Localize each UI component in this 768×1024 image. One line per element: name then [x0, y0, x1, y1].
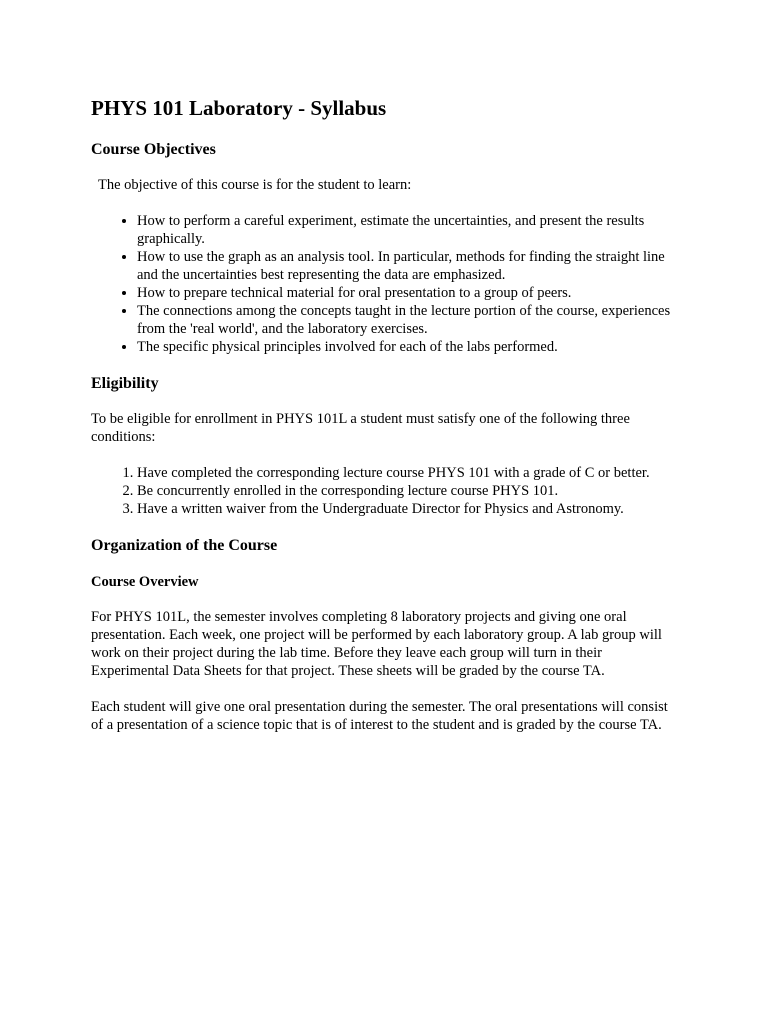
overview-heading: Course Overview	[91, 574, 199, 590]
eligibility-list	[91, 464, 681, 518]
list-item: • How to use the graph as an analysis tool. In particular, methods for finding the straight line and the uncertainties best representing the data are emphasized.	[137, 248, 681, 284]
list-item: • The specific physical principles involved for each of the labs performed.	[137, 338, 681, 356]
eligibility-heading: Eligibility	[91, 375, 159, 392]
document-page	[91, 94, 681, 734]
list-item: • The connections among the concepts taught in the lecture portion of the course, experiences from the 'real world', and the laboratory exercises.	[137, 302, 681, 338]
overview-paragraph: For PHYS 101L, the semester involves completing 8 laboratory projects and giving one oral presentation. Each week, one project will be performed by each laboratory group. A lab group will work on their project during the lab time. Before they leave each group will turn in their Experimental Data Sheets for that project. These sheets will be graded by the course TA.	[91, 609, 662, 679]
objectives-list	[91, 212, 681, 356]
presentation-paragraph: Each student will give one oral presentation during the semester. The oral presentations will consist of a presentation of a science topic that is of interest to the student and is graded by the course TA.	[91, 699, 668, 733]
list-item: • How to prepare technical material for oral presentation to a group of peers.	[137, 284, 681, 302]
objectives-heading: Course Objectives	[91, 141, 216, 158]
list-item: 1. Have completed the corresponding lecture course PHYS 101 with a grade of C or better.	[137, 464, 681, 482]
list-item: • How to perform a careful experiment, estimate the uncertainties, and present the results graphically.	[137, 212, 681, 248]
list-item: 2. Be concurrently enrolled in the corresponding lecture course PHYS 101.	[137, 482, 681, 500]
list-item: 3. Have a written waiver from the Undergraduate Director for Physics and Astronomy.	[137, 500, 681, 518]
organization-heading: Organization of the Course	[91, 537, 278, 554]
document-title: PHYS 101 Laboratory - Syllabus	[91, 96, 387, 120]
objectives-intro: The objective of this course is for the student to learn:	[98, 177, 412, 193]
eligibility-intro: To be eligible for enrollment in PHYS 101L a student must satisfy one of the following three conditions:	[91, 411, 630, 445]
